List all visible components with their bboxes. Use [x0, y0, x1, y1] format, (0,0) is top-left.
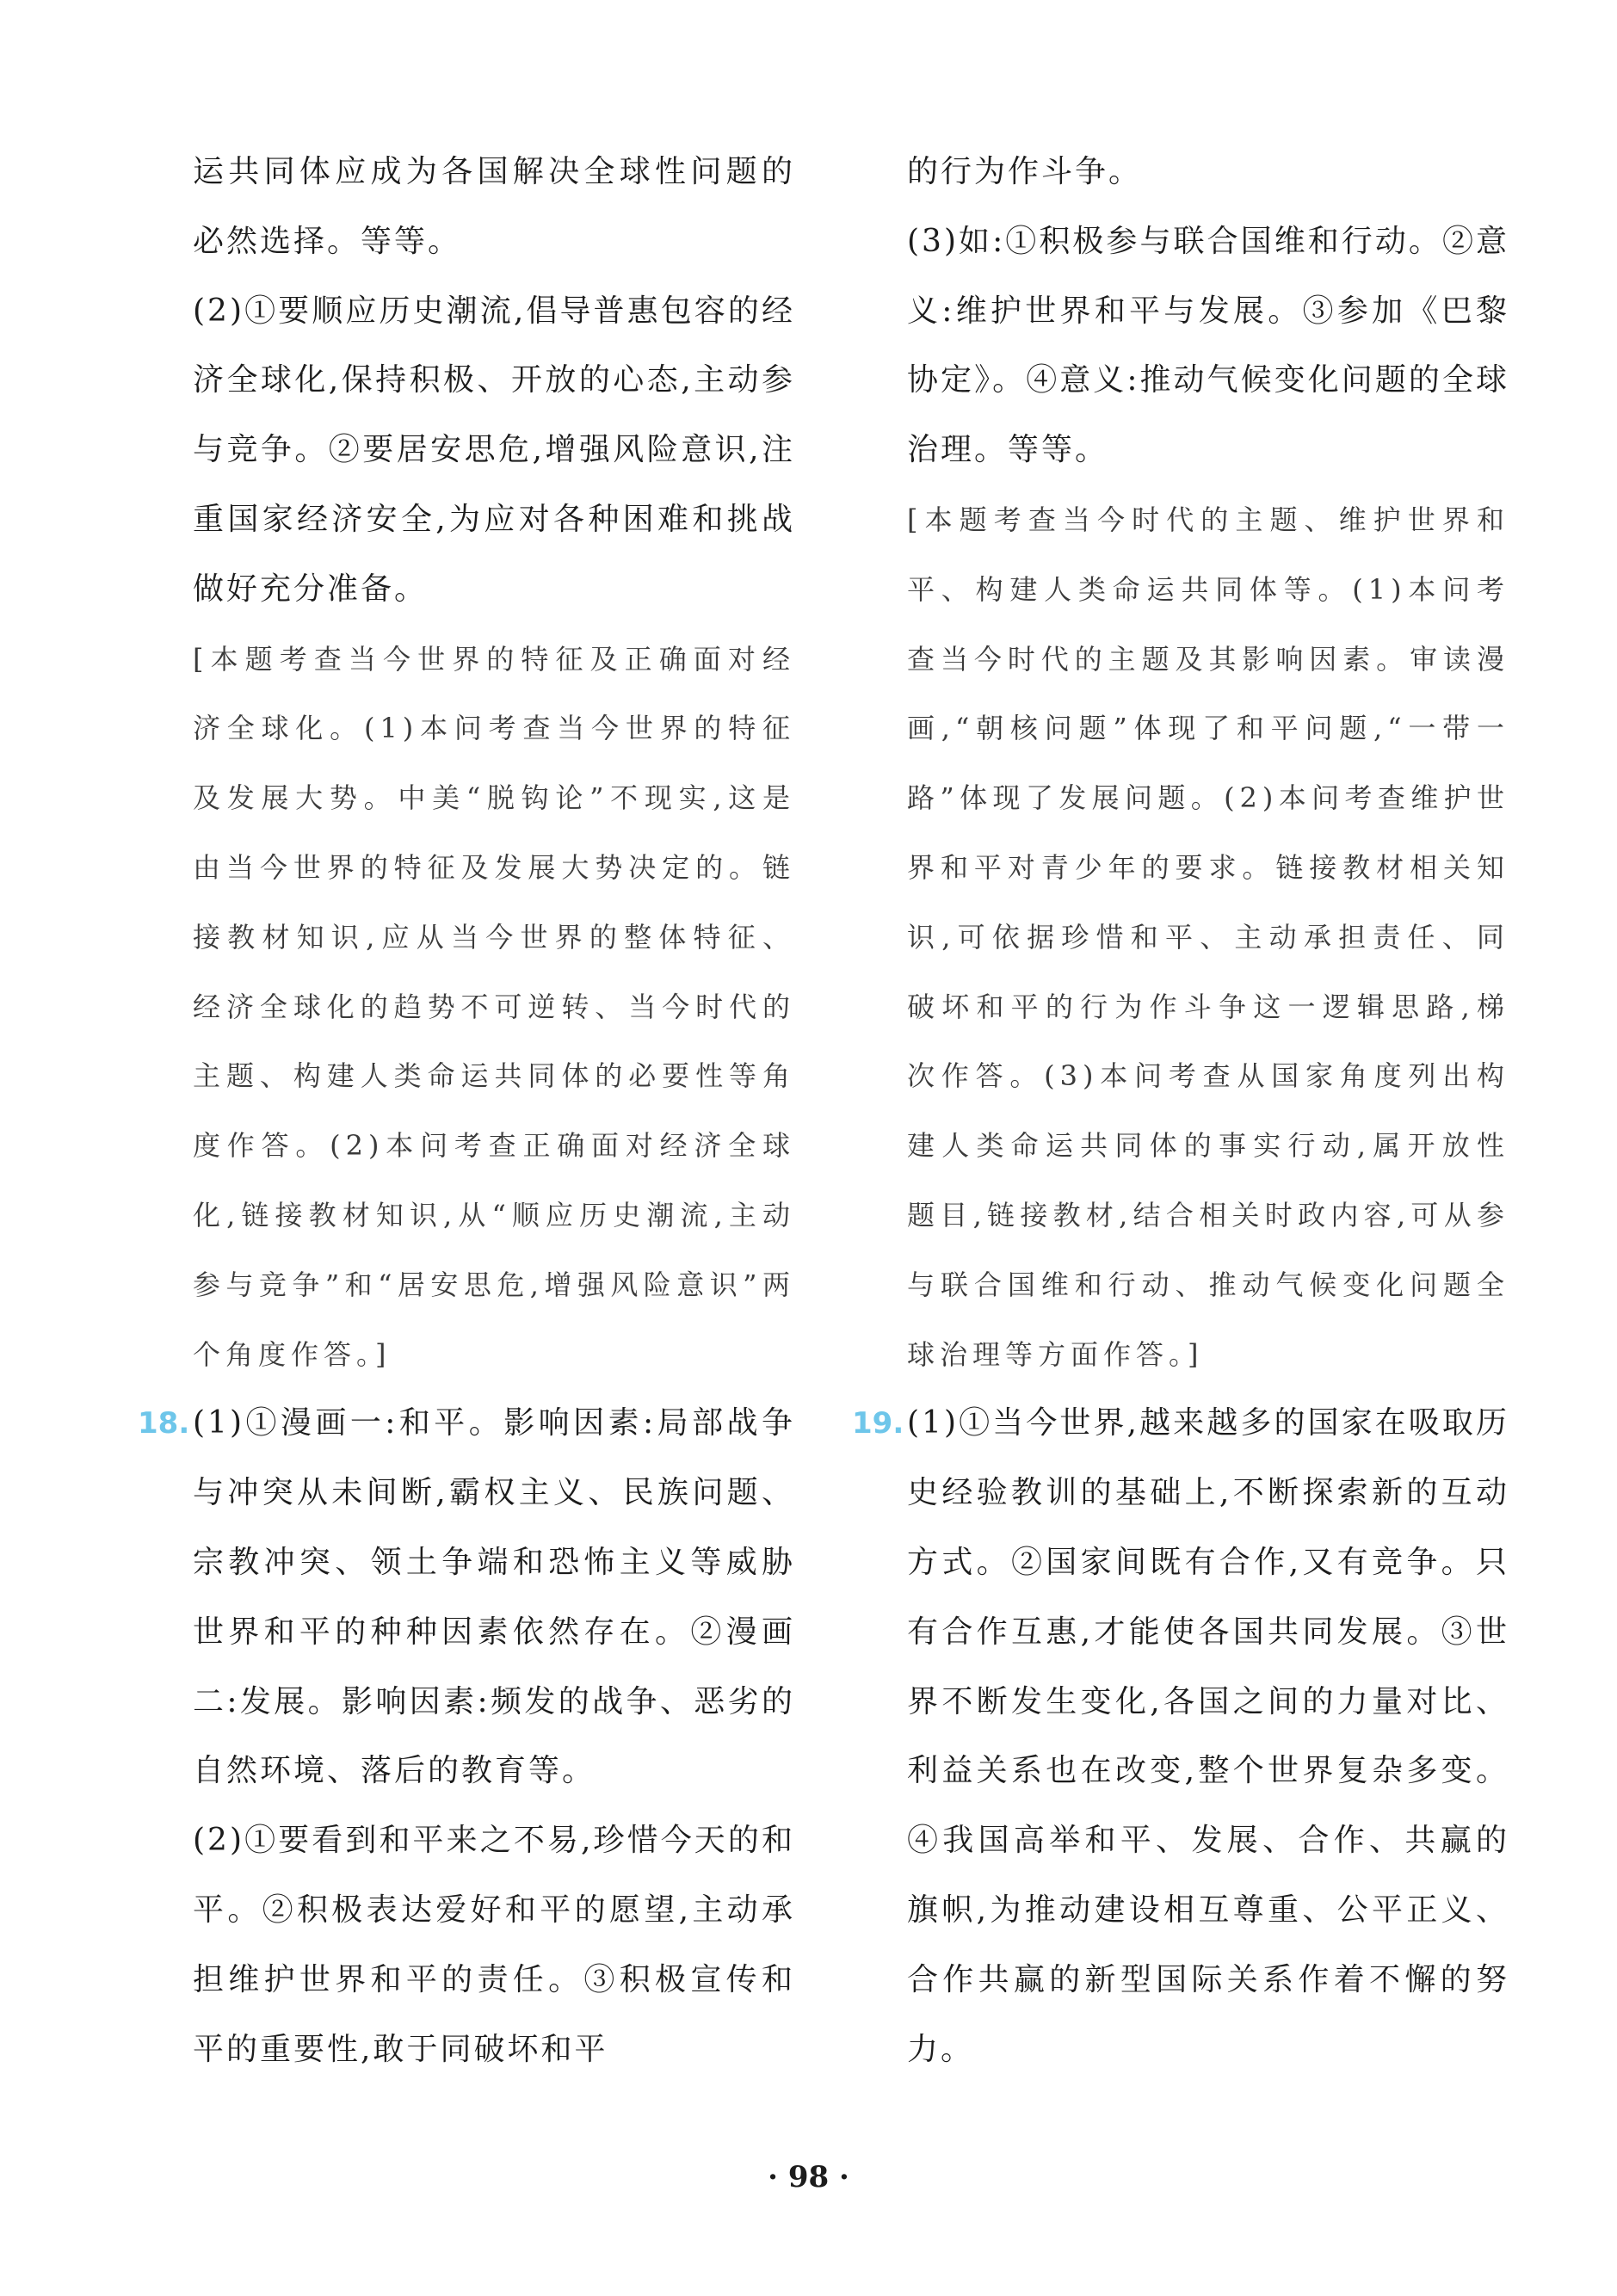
question-19-block: [852, 1389, 1509, 2084]
page-number: · 98 ·: [768, 2160, 849, 2194]
left-column: [138, 138, 795, 2084]
question-18-part-1: (1)①漫画一:和平。影响因素:局部战争与冲突从未间断,霸权主义、民族问题、宗教冲突、领土争端和恐怖主义等威胁世界和平的种种因素依然存在。②漫画二:发展。影响因素:频发的战争、恶劣的自然环境、落后的教育等。: [193, 1405, 795, 1789]
explanation-17: [本题考查当今世界的特征及正确面对经济全球化。(1)本问考查当今世界的特征及发展大势。中美“脱钩论”不现实,这是由当今世界的特征及发展大势决定的。链接教材知识,应从当今世界的整体特征、经济全球化的趋势不可逆转、当今时代的主题、构建人类命运共同体的必要性等角度作答。(2)本问考查正确面对经济全球化,链接教材知识,从“顺应历史潮流,主动参与竞争”和“居安思危,增强风险意识”两个角度作答。]: [193, 642, 795, 1371]
question-18-part-2: (2)①要看到和平来之不易,珍惜今天的和平。②积极表达爱好和平的愿望,主动承担维护世界和平的责任。③积极宣传和平的重要性,敢于同破坏和平: [193, 1823, 795, 2067]
answer-part-2: (2)①要顺应历史潮流,倡导普惠包容的经济全球化,保持积极、开放的心态,主动参与竞争。②要居安思危,增强风险意识,注重国家经济安全,为应对各种困难和挑战做好充分准备。: [193, 293, 795, 607]
right-column: [852, 138, 1509, 2084]
question-19-number: 19.: [852, 1406, 904, 1441]
question-19-part-1: (1)①当今世界,越来越多的国家在吸取历史经验教训的基础上,不断探索新的互动方式。②国家间既有合作,又有竞争。只有合作互惠,才能使各国共同发展。③世界不断发生变化,各国之间的力量对比、利益关系也在改变,整个世界复杂多变。④我国高举和平、发展、合作、共赢的旗帜,为推动建设相互尊重、公平正义、合作共赢的新型国际关系作着不懈的努力。: [907, 1405, 1509, 2067]
answer-continuation-right: 的行为作斗争。: [907, 154, 1143, 189]
question-18-number: 18.: [138, 1406, 190, 1441]
question-18-block: [138, 1389, 795, 1806]
answer-continuation: 运共同体应成为各国解决全球性问题的必然选择。等等。: [193, 154, 795, 259]
question-18-part-3: (3)如:①积极参与联合国维和行动。②意义:维护世界和平与发展。③参加《巴黎协定》。④意义:推动气候变化问题的全球治理。等等。: [907, 223, 1509, 468]
explanation-18: [本题考查当今时代的主题、维护世界和平、构建人类命运共同体等。(1)本问考查当今时代的主题及其影响因素。审读漫画,“朝核问题”体现了和平问题,“一带一路”体现了发展问题。(2)本问考查维护世界和平对青少年的要求。链接教材相关知识,可依据珍惜和平、主动承担责任、同破坏和平的行为作斗争这一逻辑思路,梯次作答。(3)本问考查从国家角度列出构建人类命运共同体的事实行动,属开放性题目,链接教材,结合相关时政内容,可从参与联合国维和行动、推动气候变化问题全球治理等方面作答。]: [907, 503, 1509, 1371]
